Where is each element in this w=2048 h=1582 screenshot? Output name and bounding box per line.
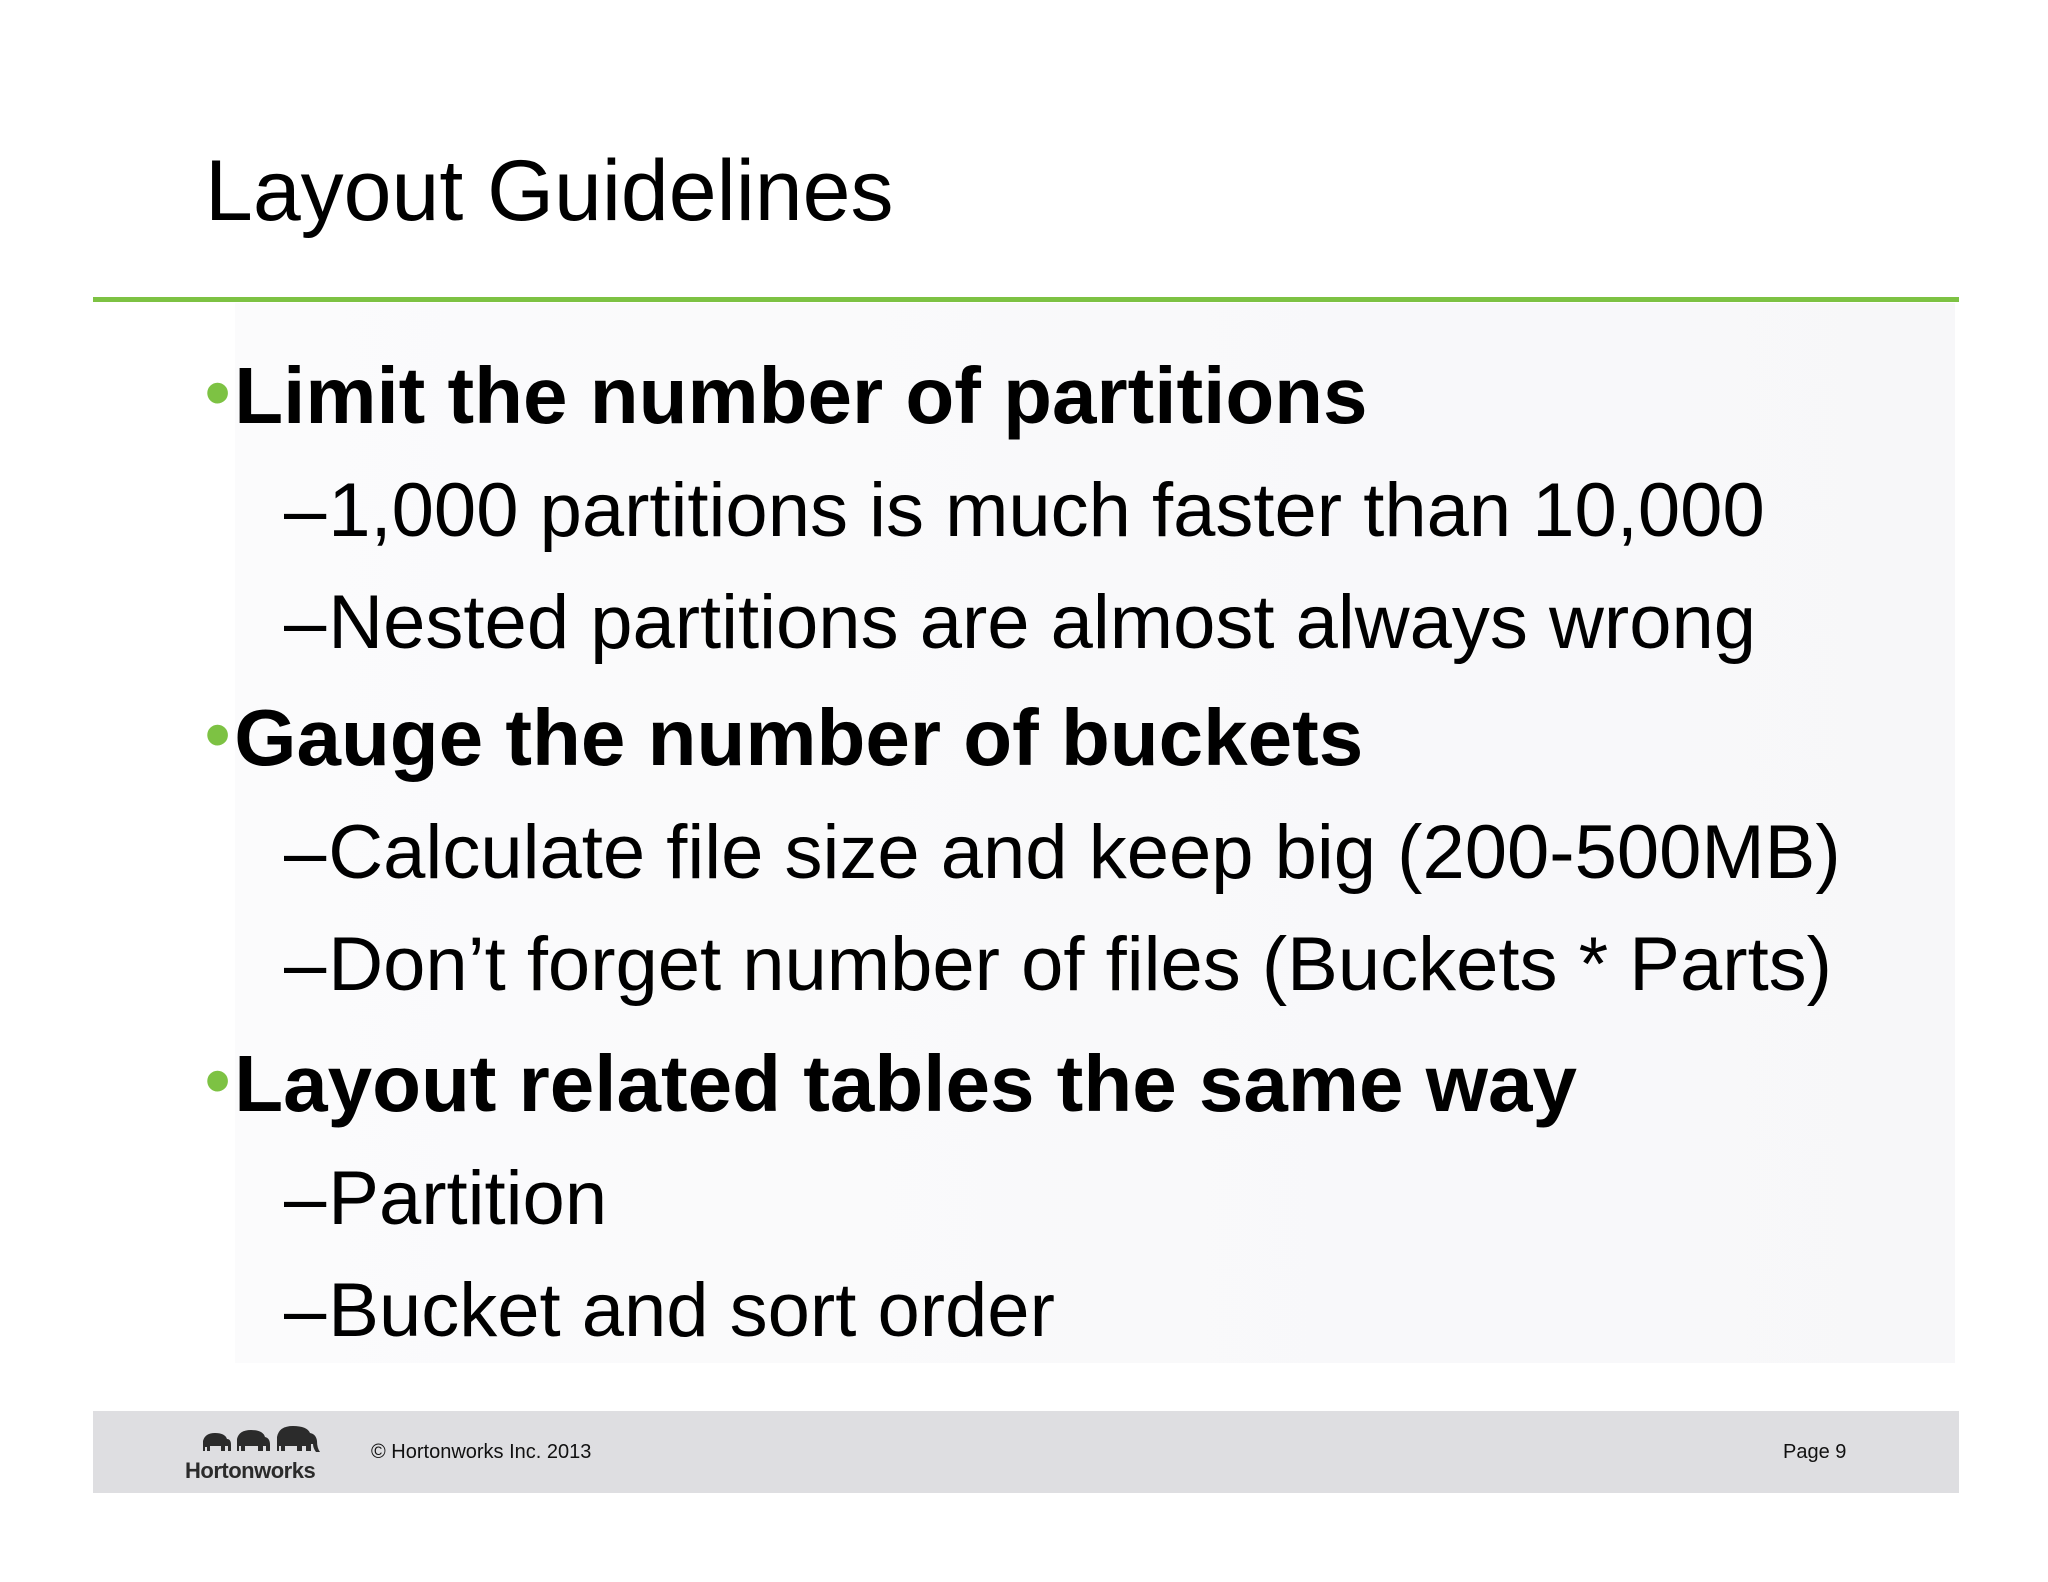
sub-bullet-item	[284, 1268, 1055, 1353]
bullet-item	[205, 351, 1368, 440]
bullet-text: Gauge the number of buckets	[234, 693, 1364, 782]
bullet-text: Layout related tables the same way	[234, 1039, 1577, 1128]
bullet-item	[205, 693, 1364, 782]
slide-title: Layout Guidelines	[205, 143, 894, 239]
sub-bullet-item	[284, 1156, 608, 1241]
bullet-item	[205, 1039, 1577, 1128]
sub-bullet-item	[284, 580, 1757, 665]
dash-icon: –	[284, 580, 327, 665]
bullet-dot-icon: •	[205, 1041, 231, 1121]
copyright-text: © Hortonworks Inc. 2013	[371, 1441, 592, 1463]
sub-bullet-text: Bucket and sort order	[328, 1268, 1055, 1353]
sub-bullet-item	[284, 468, 1765, 553]
sub-bullet-text: Don’t forget number of files (Buckets * Parts)	[328, 922, 1832, 1007]
logo-text: Hortonworks	[185, 1458, 316, 1483]
elephants-logo-icon	[201, 1421, 331, 1461]
bullet-dot-icon: •	[205, 695, 231, 775]
bullet-text: Limit the number of partitions	[234, 351, 1368, 440]
sub-bullet-item	[284, 922, 1832, 1007]
sub-bullet-text: 1,000 partitions is much faster than 10,000	[328, 468, 1765, 553]
dash-icon: –	[284, 810, 327, 895]
sub-bullet-text: Nested partitions are almost always wrong	[328, 580, 1757, 665]
sub-bullet-item	[284, 810, 1841, 895]
bullet-dot-icon: •	[205, 353, 231, 433]
dash-icon: –	[284, 468, 327, 553]
sub-bullet-text: Calculate file size and keep big (200-500MB)	[328, 810, 1841, 895]
dash-icon: –	[284, 1268, 327, 1353]
dash-icon: –	[284, 1156, 327, 1241]
page-number: Page 9	[1783, 1441, 1847, 1463]
slide-footer	[93, 1411, 1959, 1493]
dash-icon: –	[284, 922, 327, 1007]
sub-bullet-text: Partition	[328, 1156, 608, 1241]
hortonworks-logo	[185, 1421, 345, 1485]
